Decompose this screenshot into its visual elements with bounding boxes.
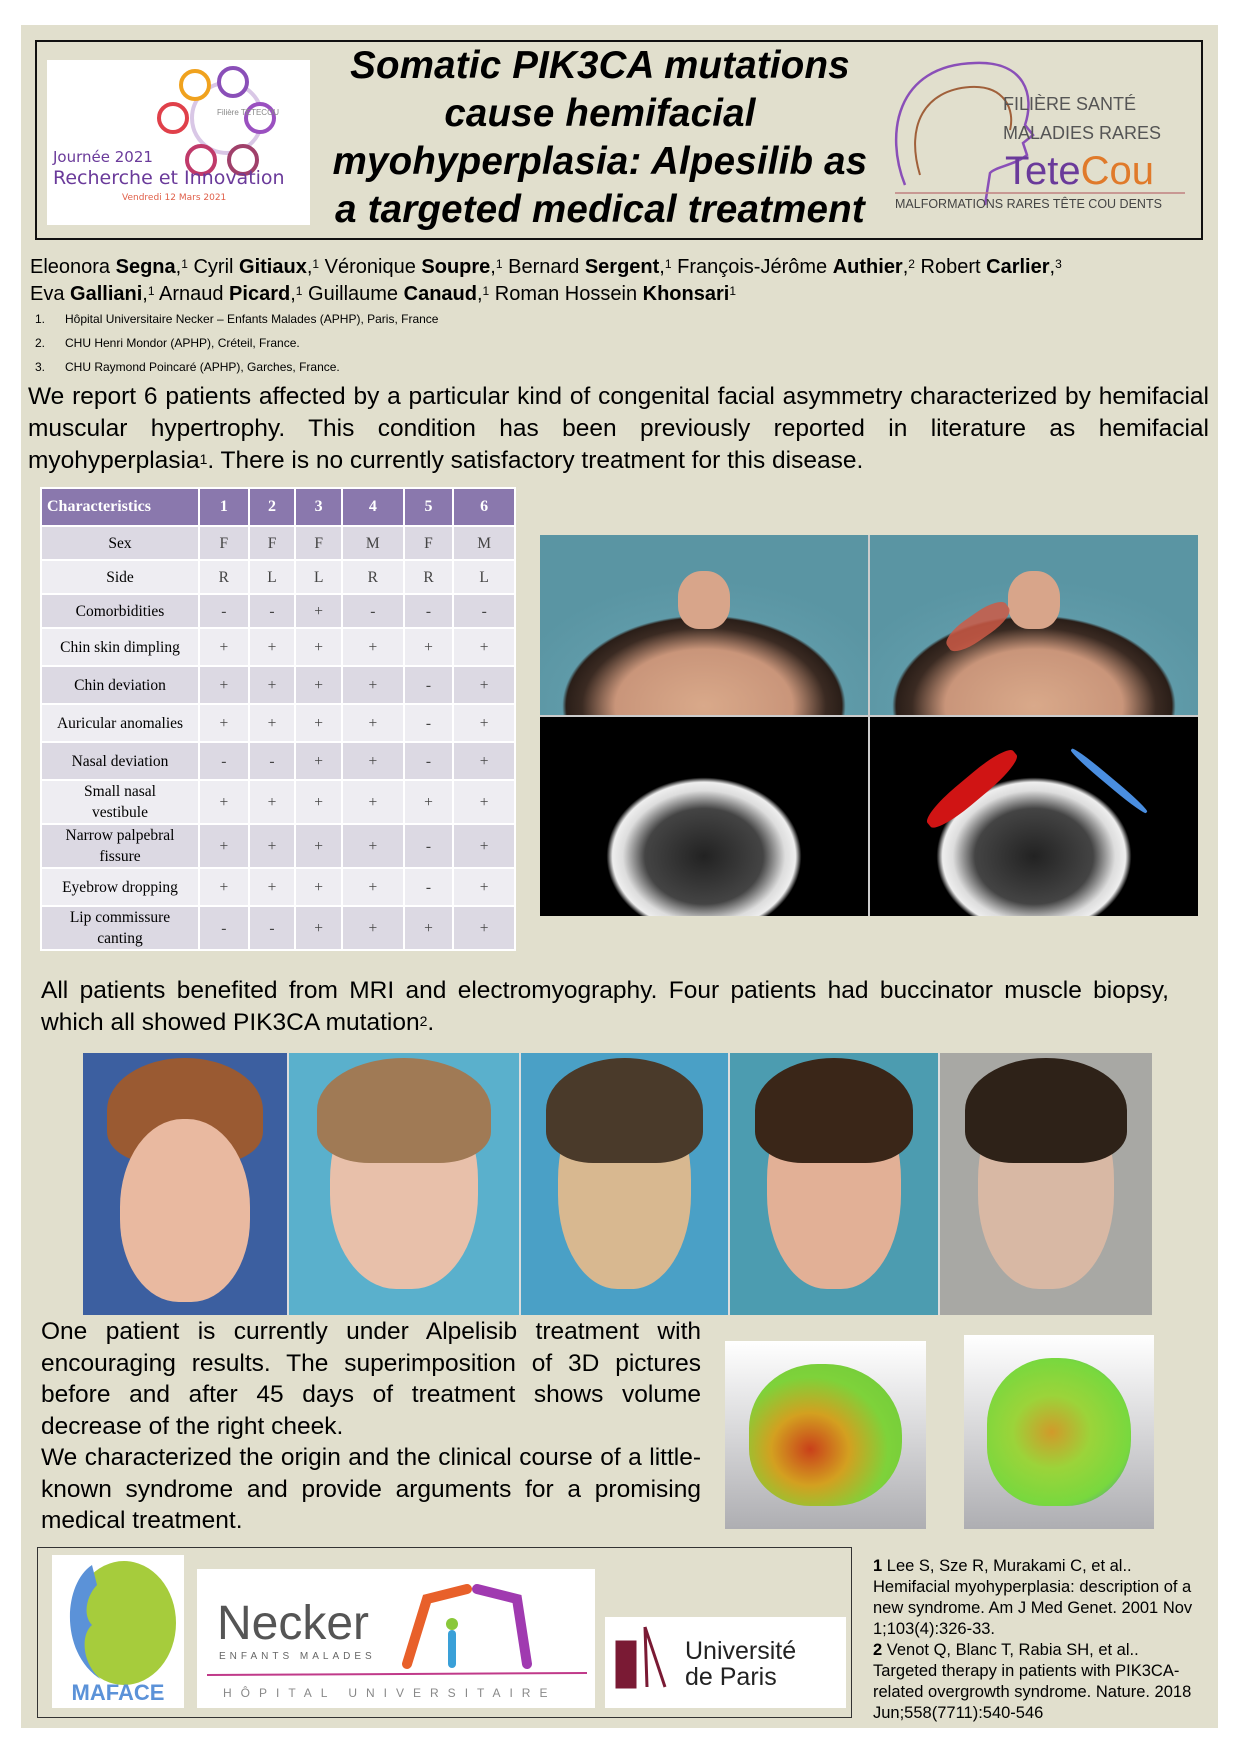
cell-patient-2: - [249, 906, 296, 950]
table-row [41, 780, 515, 824]
row-label: Sex [41, 526, 199, 560]
row-label: Narrow palpebral fissure [41, 824, 199, 868]
investigation-paragraph: All patients benefited from MRI and electromyography. Four patients had buccinator muscle biopsy, which all showed PIK3CA mutation$^2$. [41, 977, 1169, 1036]
row-label: Auricular anomalies [41, 704, 199, 742]
table-row [41, 560, 515, 594]
title-line-4: a targeted medical treatment [335, 188, 865, 231]
hypertrophy-overlay [941, 596, 1015, 658]
table-row [41, 628, 515, 666]
row-label: Side [41, 560, 199, 594]
cell-patient-5: - [404, 704, 454, 742]
row-label: Eyebrow dropping [41, 868, 199, 906]
cell-patient-3: + [295, 666, 342, 704]
cell-patient-1: + [199, 704, 249, 742]
cell-patient-1: F [199, 526, 249, 560]
cell-patient-4: + [342, 666, 404, 704]
cell-patient-3: F [295, 526, 342, 560]
cell-patient-1: + [199, 666, 249, 704]
necker-logo [197, 1569, 595, 1708]
svg-text:MALADIES RARES: MALADIES RARES [1003, 123, 1162, 143]
svg-text:Université: Université [685, 1637, 797, 1665]
cell-patient-3: + [295, 742, 342, 780]
svg-text:HÔPITAL UNIVERSITAIRE: HÔPITAL UNIVERSITAIRE [223, 1686, 557, 1700]
row-label: Nasal deviation [41, 742, 199, 780]
cell-patient-4: R [342, 560, 404, 594]
patient-photo-5 [940, 1053, 1152, 1315]
cell-patient-4: + [342, 780, 404, 824]
cell-patient-4: + [342, 628, 404, 666]
row-label: Comorbidities [41, 594, 199, 628]
clinical-image-panel [540, 535, 1198, 916]
table-row [41, 666, 515, 704]
cell-patient-2: - [249, 594, 296, 628]
header-patient-2: 2 [249, 488, 296, 526]
nose-shape [1008, 571, 1060, 629]
cell-patient-3: + [295, 594, 342, 628]
affiliation-item: 2. CHU Henri Mondor (APHP), Créteil, France. [35, 336, 300, 350]
cell-patient-2: + [249, 868, 296, 906]
title-line-1: Somatic PIK3CA mutations [350, 44, 850, 87]
cell-patient-2: + [249, 628, 296, 666]
cell-patient-1: + [199, 780, 249, 824]
table-row [41, 704, 515, 742]
conclusion-paragraph: We characterized the origin and the clinical course of a little-known syndrome and provide arguments for a promising medical treatment. [41, 1444, 701, 1534]
affiliation-list [35, 311, 438, 383]
tetecou-logo [885, 55, 1195, 230]
svg-text:MAFACE: MAFACE [71, 1680, 165, 1705]
cell-patient-2: F [249, 526, 296, 560]
row-label: Small nasal vestibule [41, 780, 199, 824]
cell-patient-5: - [404, 594, 454, 628]
mri-blue-segmentation [1069, 746, 1149, 815]
cell-patient-5: - [404, 666, 454, 704]
eiffel-tower-icon [605, 1617, 846, 1708]
svg-text:Vendredi 12 Mars 2021: Vendredi 12 Mars 2021 [122, 193, 227, 203]
svg-text:ENFANTS MALADES: ENFANTS MALADES [219, 1651, 376, 1662]
cell-patient-3: + [295, 868, 342, 906]
svg-text:Necker: Necker [217, 1597, 370, 1650]
cell-patient-3: + [295, 780, 342, 824]
svg-text:Journée 2021: Journée 2021 [53, 148, 153, 166]
row-label: Lip commissure canting [41, 906, 199, 950]
cell-patient-6: + [453, 780, 515, 824]
cell-patient-2: - [249, 742, 296, 780]
cell-patient-5: - [404, 824, 454, 868]
cell-patient-3: + [295, 704, 342, 742]
references [873, 1556, 1203, 1724]
authors-line-1: Eleonora Segna,$^1$ Cyril Gitiaux,$^1$ Véronique Soupre,$^1$ Bernard Sergent,$^1$ François-Jérôme Authier,$^2$ Robert Carlier,$^3$ [30, 256, 1062, 278]
cell-patient-5: + [404, 628, 454, 666]
affiliation-item: 3. CHU Raymond Poincaré (APHP), Garches, France. [35, 360, 340, 374]
cell-patient-2: + [249, 824, 296, 868]
reference-item: 1 Lee S, Sze R, Murakami C, et al.. Hemifacial myohyperplasia: description of a new syndrome. Am J Med Genet. 2001 Nov 1;103(4):326-33. [873, 1557, 1193, 1638]
mri-axial-image [540, 717, 868, 916]
cell-patient-6: M [453, 526, 515, 560]
table-row [41, 906, 515, 950]
table-row [41, 742, 515, 780]
basal-view-photo [540, 535, 868, 715]
molecule-ring-icon [47, 60, 310, 225]
cell-patient-2: L [249, 560, 296, 594]
patient-photo-2 [289, 1053, 519, 1315]
cell-patient-6: + [453, 868, 515, 906]
cell-patient-1: + [199, 824, 249, 868]
cell-patient-1: + [199, 628, 249, 666]
row-label: Chin deviation [41, 666, 199, 704]
authors-line-2: Eva Galliani,$^1$ Arnaud Picard,$^1$ Guillaume Canaud,$^1$ Roman Hossein Khonsari$^1$ [30, 283, 737, 305]
cell-patient-6: + [453, 906, 515, 950]
face-profile-icon [52, 1555, 184, 1708]
svg-text:MALFORMATIONS RARES TÊTE COU D: MALFORMATIONS RARES TÊTE COU DENTS [895, 197, 1162, 211]
cell-patient-5: R [404, 560, 454, 594]
cell-patient-6: + [453, 742, 515, 780]
cell-patient-3: L [295, 560, 342, 594]
svg-text:FILIÈRE SANTÉ: FILIÈRE SANTÉ [1003, 94, 1137, 114]
patient-photo-4 [730, 1053, 938, 1315]
cell-patient-1: + [199, 868, 249, 906]
cell-patient-4: - [342, 594, 404, 628]
nose-shape [678, 571, 730, 629]
cell-patient-6: - [453, 594, 515, 628]
cell-patient-6: + [453, 666, 515, 704]
cell-patient-2: + [249, 704, 296, 742]
cell-patient-5: - [404, 742, 454, 780]
table-header-row [41, 488, 515, 526]
cell-patient-6: + [453, 824, 515, 868]
title-line-2: cause hemifacial [444, 92, 756, 135]
svg-text:Filière TETECOU: Filière TETECOU [217, 108, 280, 117]
table-row [41, 526, 515, 560]
patient-photo-1 [83, 1053, 287, 1315]
mri-red-segmentation [921, 744, 1022, 834]
cell-patient-4: M [342, 526, 404, 560]
table-row [41, 868, 515, 906]
3d-superimposition-right [725, 1341, 926, 1529]
treatment-paragraph: One patient is currently under Alpelisib treatment with encouraging results. The superimposition of 3D pictures before and after 45 days of treatment shows volume decrease of the right cheek. [41, 1318, 701, 1440]
cell-patient-5: + [404, 906, 454, 950]
patient-photo-strip [83, 1053, 1148, 1315]
reference-item: 2 Venot Q, Blanc T, Rabia SH, et al.. Targeted therapy in patients with PIK3CA-related overgrowth syndrome. Nature. 2018 Jun;558(7711):540-546 [873, 1641, 1192, 1722]
header-patient-4: 4 [342, 488, 404, 526]
header-patient-6: 6 [453, 488, 515, 526]
title-line-3: myohyperplasia: Alpesilib as [332, 140, 868, 183]
cell-patient-4: + [342, 742, 404, 780]
affiliation-item: 1. Hôpital Universitaire Necker – Enfants Malades (APHP), Paris, France [35, 312, 439, 326]
svg-text:de Paris: de Paris [685, 1663, 777, 1691]
header-patient-3: 3 [295, 488, 342, 526]
cell-patient-1: - [199, 742, 249, 780]
cell-patient-5: - [404, 868, 454, 906]
cell-patient-6: + [453, 704, 515, 742]
conclusion-text [41, 1316, 701, 1537]
poster-title [315, 42, 885, 234]
intro-paragraph: We report 6 patients affected by a particular kind of congenital facial asymmetry characterized by hemifacial muscular hypertrophy. This condition has been previously reported in literature as hemifacial myohyperplasia$^1$. There is no currently satisfactory treatment for this disease. [28, 383, 1209, 474]
universite-de-paris-logo [605, 1617, 846, 1708]
basal-view-annotated-photo [870, 535, 1198, 715]
patient-photo-3 [521, 1053, 728, 1315]
header-patient-1: 1 [199, 488, 249, 526]
cell-patient-4: + [342, 906, 404, 950]
children-figures-icon [197, 1569, 595, 1708]
cell-patient-5: F [404, 526, 454, 560]
cell-patient-5: + [404, 780, 454, 824]
cell-patient-1: R [199, 560, 249, 594]
author-list [30, 254, 1220, 308]
table-row [41, 824, 515, 868]
svg-text:TeteCou: TeteCou [1005, 149, 1154, 193]
cell-patient-2: + [249, 780, 296, 824]
maface-logo [52, 1555, 184, 1708]
cell-patient-2: + [249, 666, 296, 704]
header-patient-5: 5 [404, 488, 454, 526]
svg-text:Recherche et Innovation: Recherche et Innovation [53, 167, 285, 189]
header-characteristics: Characteristics [41, 488, 199, 526]
cell-patient-1: - [199, 594, 249, 628]
cell-patient-4: + [342, 868, 404, 906]
cell-patient-4: + [342, 824, 404, 868]
cell-patient-6: + [453, 628, 515, 666]
cell-patient-4: + [342, 704, 404, 742]
mri-axial-annotated-image [870, 717, 1198, 916]
cell-patient-6: L [453, 560, 515, 594]
journee-recherche-logo [47, 60, 310, 225]
cell-patient-3: + [295, 906, 342, 950]
3d-superimposition-left [964, 1335, 1154, 1529]
characteristics-table [40, 487, 516, 951]
cell-patient-3: + [295, 824, 342, 868]
head-profile-icon [885, 55, 1195, 230]
cell-patient-3: + [295, 628, 342, 666]
table-row [41, 594, 515, 628]
row-label: Chin skin dimpling [41, 628, 199, 666]
cell-patient-1: - [199, 906, 249, 950]
